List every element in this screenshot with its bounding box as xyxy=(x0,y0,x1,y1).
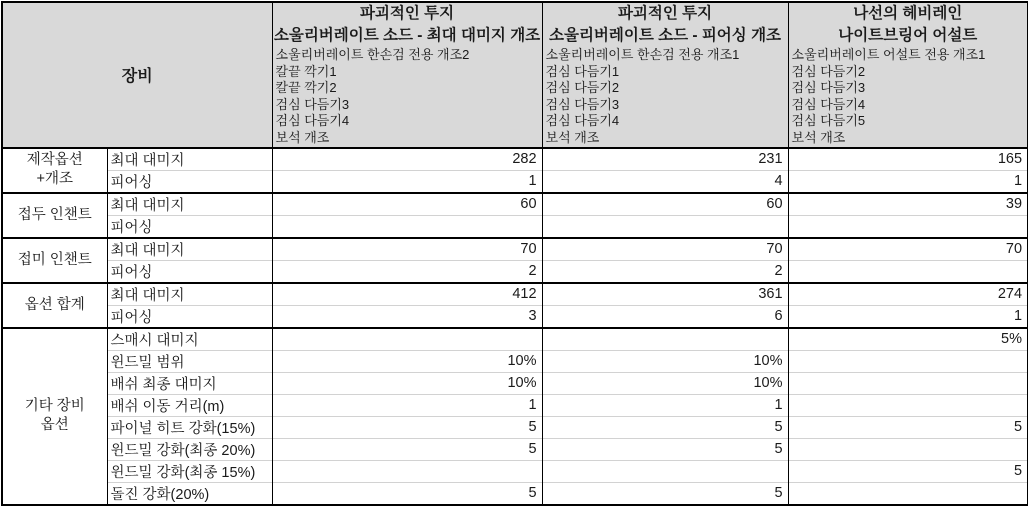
value-cell xyxy=(788,260,1028,283)
value-cell xyxy=(788,394,1028,416)
mod-line: 소울리버레이트 어설트 전용 개조1 xyxy=(791,47,986,62)
group-label-text: 제작옵션+개조 xyxy=(26,152,83,188)
mod-list xyxy=(273,47,542,147)
option-label: 파이널 히트 강화(15%) xyxy=(107,416,272,438)
value-cell: 4 xyxy=(542,170,788,193)
value-cell: 3 xyxy=(272,305,542,328)
table-row xyxy=(2,215,1028,238)
value-cell: 60 xyxy=(272,193,542,216)
table-row xyxy=(2,193,1028,216)
table-row xyxy=(2,416,1028,438)
value-cell: 10% xyxy=(542,372,788,394)
option-label: 최대 대미지 xyxy=(107,283,272,306)
value-cell: 5 xyxy=(272,416,542,438)
value-cell xyxy=(542,328,788,351)
value-cell: 1 xyxy=(272,170,542,193)
table-row xyxy=(2,305,1028,328)
mod-list xyxy=(543,47,788,147)
mod-line: 보석 개조 xyxy=(545,129,600,145)
value-cell: 282 xyxy=(272,148,542,171)
option-label: 배쉬 최종 대미지 xyxy=(107,372,272,394)
value-cell: 2 xyxy=(272,260,542,283)
option-label: 피어싱 xyxy=(107,170,272,193)
mod-line: 검심 다듬기4 xyxy=(545,113,620,129)
table-row xyxy=(2,283,1028,306)
equipment-column-header-2 xyxy=(542,2,788,148)
table-row xyxy=(2,170,1028,193)
table-row xyxy=(2,394,1028,416)
option-label: 돌진 강화(20%) xyxy=(107,482,272,505)
value-cell: 5 xyxy=(272,482,542,505)
value-cell xyxy=(272,328,542,351)
mod-line: 칼끝 깍기2 xyxy=(275,80,337,96)
value-cell: 165 xyxy=(788,148,1028,171)
option-label: 윈드밀 범위 xyxy=(107,350,272,372)
group-label xyxy=(2,148,107,193)
value-cell: 70 xyxy=(788,238,1028,261)
value-cell xyxy=(542,460,788,482)
mod-line: 검심 다듬기3 xyxy=(275,96,350,112)
table-row xyxy=(2,148,1028,171)
value-cell: 10% xyxy=(272,350,542,372)
mod-list xyxy=(789,47,1028,147)
table-row xyxy=(2,350,1028,372)
value-cell xyxy=(272,215,542,238)
value-cell: 39 xyxy=(788,193,1028,216)
value-cell xyxy=(272,460,542,482)
mod-line: 검심 다듬기3 xyxy=(545,96,620,112)
table-row xyxy=(2,438,1028,460)
table-row xyxy=(2,238,1028,261)
option-label: 윈드밀 강화(최종 20%) xyxy=(107,438,272,460)
group-label xyxy=(2,238,107,283)
value-cell: 5 xyxy=(788,416,1028,438)
mod-line: 검심 다듬기3 xyxy=(791,80,866,96)
option-label: 피어싱 xyxy=(107,215,272,238)
value-cell: 231 xyxy=(542,148,788,171)
mod-line: 검심 다듬기5 xyxy=(791,113,866,129)
value-cell: 5% xyxy=(788,328,1028,351)
group-label-text: 접미 인챈트 xyxy=(17,251,92,268)
table-row xyxy=(2,260,1028,283)
mod-line: 보석 개조 xyxy=(791,129,846,145)
value-cell: 10% xyxy=(272,372,542,394)
item-title: 소울리버레이트 소드 - 최대 대미지 개조 xyxy=(273,27,541,44)
value-cell xyxy=(788,350,1028,372)
mod-line: 소울리버레이트 한손검 전용 개조2 xyxy=(275,47,470,62)
value-cell: 6 xyxy=(542,305,788,328)
header-row xyxy=(2,2,1028,148)
value-cell: 1 xyxy=(788,305,1028,328)
value-cell: 5 xyxy=(788,460,1028,482)
group-label-text: 접두 인챈트 xyxy=(17,206,92,223)
mod-line: 검심 다듬기2 xyxy=(791,63,866,79)
value-cell: 10% xyxy=(542,350,788,372)
value-cell xyxy=(542,215,788,238)
value-cell: 5 xyxy=(542,438,788,460)
equipment-corner-header: 장비 xyxy=(2,2,272,148)
option-label: 최대 대미지 xyxy=(107,148,272,171)
option-label: 최대 대미지 xyxy=(107,193,272,216)
option-label: 배쉬 이동 거리(m) xyxy=(107,394,272,416)
value-cell: 412 xyxy=(272,283,542,306)
value-cell: 2 xyxy=(542,260,788,283)
value-cell: 1 xyxy=(788,170,1028,193)
value-cell xyxy=(788,438,1028,460)
value-cell: 5 xyxy=(542,482,788,505)
set-title: 파괴적인 투지 xyxy=(359,5,455,22)
value-cell xyxy=(788,372,1028,394)
item-title: 소울리버레이트 소드 - 피어싱 개조 xyxy=(549,27,782,44)
group-label-text: 기타 장비 옵션 xyxy=(24,398,85,434)
mod-line: 검심 다듬기4 xyxy=(275,113,350,129)
group-label xyxy=(2,328,107,505)
group-label xyxy=(2,283,107,328)
table-row xyxy=(2,328,1028,351)
equipment-comparison-table xyxy=(1,1,1028,506)
value-cell: 361 xyxy=(542,283,788,306)
value-cell: 70 xyxy=(542,238,788,261)
option-label: 피어싱 xyxy=(107,305,272,328)
value-cell: 5 xyxy=(542,416,788,438)
value-cell: 60 xyxy=(542,193,788,216)
option-label: 윈드밀 강화(최종 15%) xyxy=(107,460,272,482)
value-cell xyxy=(788,482,1028,505)
set-title: 나선의 헤비레인 xyxy=(853,5,963,22)
group-label-text: 옵션 합계 xyxy=(24,296,85,313)
table-row xyxy=(2,372,1028,394)
equipment-column-header-3 xyxy=(788,2,1028,148)
value-cell: 5 xyxy=(272,438,542,460)
value-cell xyxy=(788,215,1028,238)
set-title: 파괴적인 투지 xyxy=(617,5,713,22)
option-label: 스매시 대미지 xyxy=(107,328,272,351)
value-cell: 70 xyxy=(272,238,542,261)
table-row xyxy=(2,460,1028,482)
option-label: 최대 대미지 xyxy=(107,238,272,261)
equipment-column-header-1 xyxy=(272,2,542,148)
mod-line: 검심 다듬기1 xyxy=(545,63,620,79)
item-title: 나이트브링어 어설트 xyxy=(838,27,978,44)
mod-line: 보석 개조 xyxy=(275,129,330,145)
mod-line: 소울리버레이트 한손검 전용 개조1 xyxy=(545,47,740,62)
table-row xyxy=(2,482,1028,505)
mod-line: 검심 다듬기4 xyxy=(791,96,866,112)
mod-line: 칼끝 깍기1 xyxy=(275,63,337,79)
value-cell: 1 xyxy=(542,394,788,416)
group-label xyxy=(2,193,107,238)
value-cell: 1 xyxy=(272,394,542,416)
mod-line: 검심 다듬기2 xyxy=(545,80,620,96)
value-cell: 274 xyxy=(788,283,1028,306)
option-label: 피어싱 xyxy=(107,260,272,283)
